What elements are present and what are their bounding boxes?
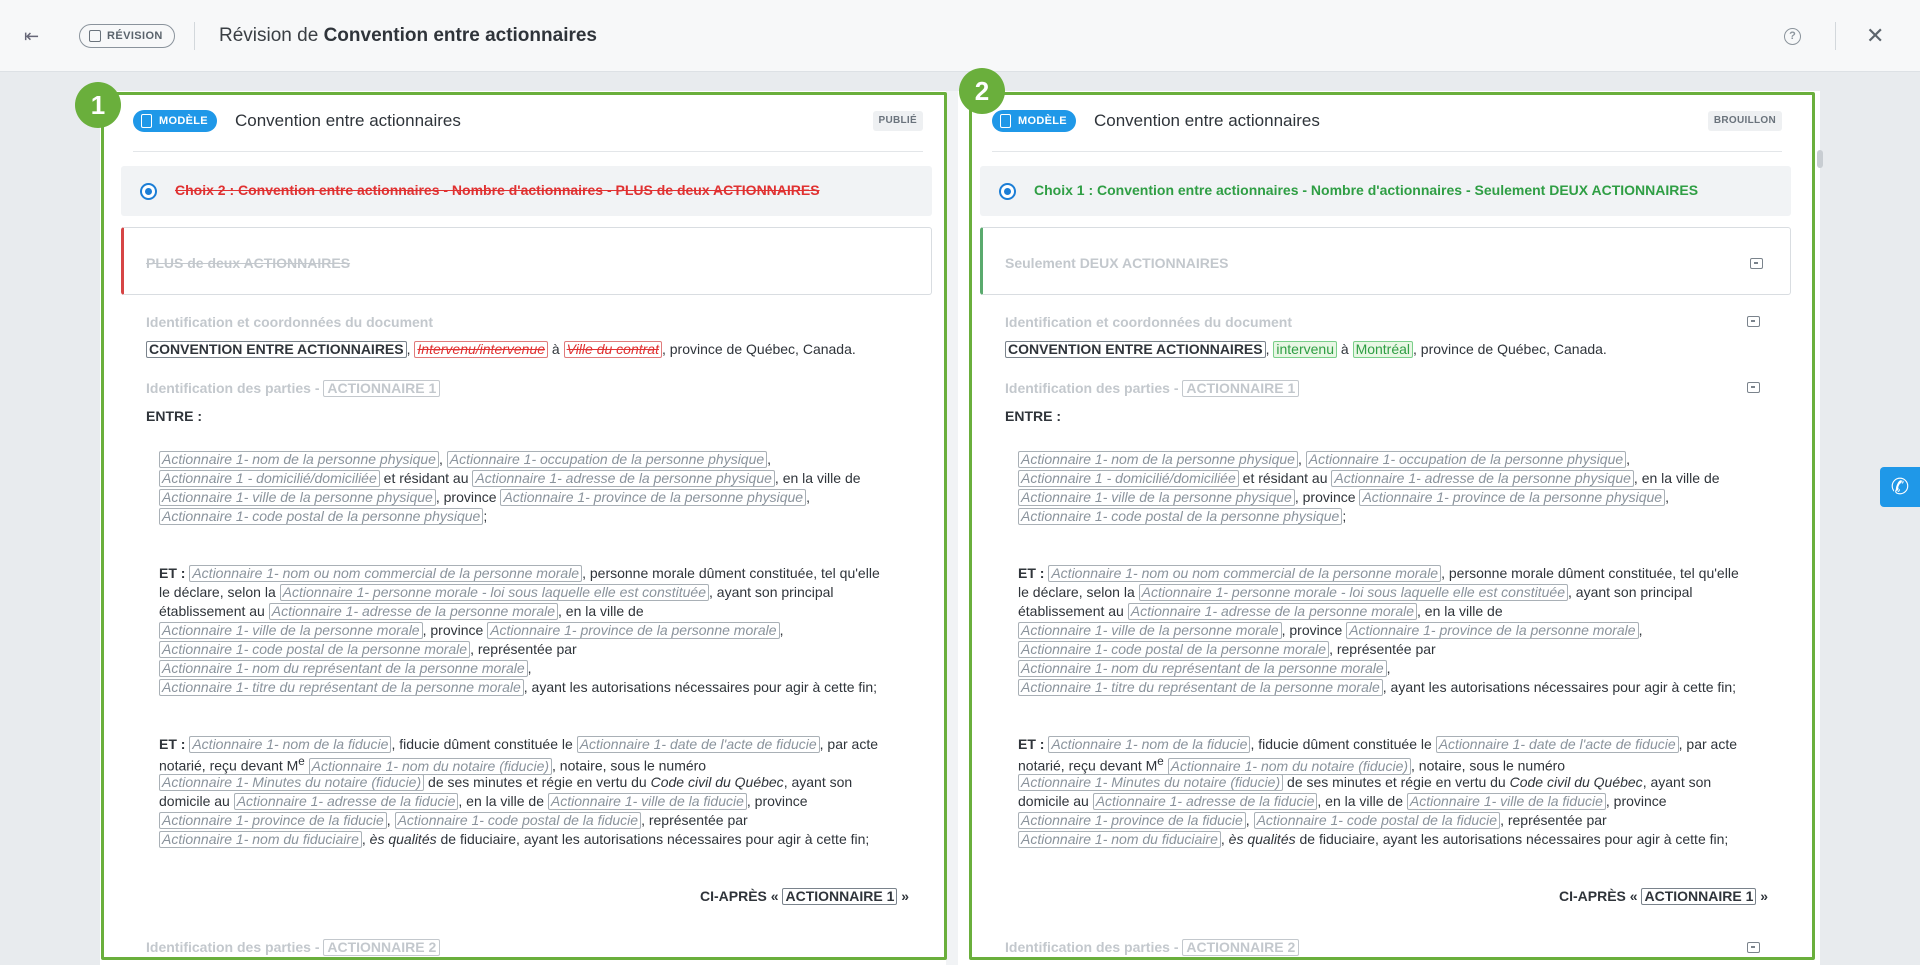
party-tag: ACTIONNAIRE 1 [323, 380, 440, 397]
field[interactable]: Actionnaire 1- adresse de la personne morale [1128, 603, 1417, 620]
text: ET : [159, 736, 186, 752]
option-block[interactable] [121, 227, 932, 295]
text: , représentée par [1329, 641, 1436, 657]
text: le déclare, selon la [1018, 584, 1139, 600]
divider [194, 22, 195, 50]
text: , représentée par [641, 812, 748, 828]
radio-selected[interactable] [999, 183, 1016, 200]
text: , en la ville de [774, 470, 861, 486]
field[interactable]: Actionnaire 1- date de l'acte de fiducie [577, 736, 820, 753]
field[interactable]: Actionnaire 1- adresse de la personne morale [269, 603, 558, 620]
option-block[interactable] [980, 227, 1791, 295]
status-badge: BROUILLON [1708, 111, 1782, 131]
phone-icon[interactable]: ✆ [1880, 467, 1920, 507]
field[interactable]: Actionnaire 1- occupation de la personne physique [1306, 451, 1626, 468]
text: , par acte [819, 736, 878, 752]
model-tag-label: MODÈLE [159, 115, 208, 127]
field[interactable]: Actionnaire 1- nom du représentant de la personne morale [159, 660, 528, 677]
field[interactable]: Actionnaire 1- personne morale - loi sous laquelle elle est constituée [280, 584, 709, 601]
text: ET : [1018, 736, 1045, 752]
field[interactable]: Actionnaire 1- nom de la personne physique [159, 451, 439, 468]
text: ès qualités [369, 831, 437, 847]
choice-label: Choix 2 : Convention entre actionnaires - Nombre d'actionnaires - PLUS de deux ACTIONNAIRES [175, 182, 820, 198]
field[interactable]: ACTIONNAIRE 1 [1641, 888, 1756, 905]
comment-icon[interactable] [1747, 316, 1760, 327]
text: et résidant au [379, 470, 473, 486]
text: notarié, reçu devant M [1018, 757, 1158, 774]
text: établissement au [159, 603, 269, 619]
doc-line [1018, 793, 1667, 810]
section-title [1005, 939, 1299, 956]
doc-line [159, 603, 644, 620]
doc-line [1018, 470, 1720, 487]
model-tag [992, 110, 1076, 132]
text: ET : [159, 565, 186, 581]
field[interactable]: Actionnaire 1- adresse de la fiducie [1093, 793, 1318, 810]
field[interactable]: Actionnaire 1- nom de la fiducie [189, 736, 391, 753]
top-bar [0, 0, 1920, 72]
doc-line [159, 679, 877, 696]
text: , ayant son [783, 774, 853, 790]
text: , province de Québec, Canada. [661, 341, 856, 357]
text: Identification des parties - [1005, 380, 1183, 396]
field[interactable]: Actionnaire 1- ville de la personne morale [1018, 622, 1282, 639]
close-icon[interactable]: ✕ [1866, 23, 1885, 48]
ci-apres [1559, 888, 1768, 905]
field[interactable]: Actionnaire 1- code postal de la personne morale [1018, 641, 1329, 658]
section-title: Identification et coordonnées du document [146, 314, 434, 330]
text: de fiduciaire, ayant les autorisations nécessaires pour agir à cette fin; [436, 831, 870, 847]
doc-line: Actionnaire 1- ville de la personne morale , province Actionnaire 1- province de la personne morale , [159, 622, 783, 639]
text: Identification des parties - [146, 939, 324, 955]
text: CI-APRÈS « [700, 888, 783, 904]
field[interactable]: Actionnaire 1- adresse de la personne physique [472, 470, 775, 487]
comment-icon[interactable] [1747, 382, 1760, 393]
option-title: PLUS de deux ACTIONNAIRES [146, 255, 351, 271]
text: , province [746, 793, 808, 809]
doc-line [1018, 679, 1736, 696]
text: , ayant son principal [709, 584, 834, 600]
field[interactable]: Actionnaire 1- titre du représentant de la personne morale [159, 679, 524, 696]
text: , en la ville de [558, 603, 644, 619]
text: , en la ville de [1317, 793, 1407, 809]
title-prefix: Révision de [219, 25, 324, 46]
text: , ayant son principal [1568, 584, 1693, 600]
text: , province [422, 622, 488, 638]
section-title: Identification et coordonnées du document [1005, 314, 1293, 330]
status-badge: PUBLIÉ [873, 111, 923, 131]
field[interactable]: Actionnaire 1- titre du représentant de la personne morale [1018, 679, 1383, 696]
entre-label: ENTRE : [146, 408, 202, 424]
field[interactable]: Actionnaire 1- province de la fiducie [159, 812, 387, 829]
text: , province [1605, 793, 1667, 809]
doc-line: Actionnaire 1- nom du représentant de la personne morale , [1018, 660, 1391, 677]
step-marker: 2 [959, 68, 1005, 114]
doc-line: Actionnaire 1- code postal de la personne physique ; [1018, 508, 1346, 525]
doc-line: Actionnaire 1- nom de la personne physique , Actionnaire 1- occupation de la personne physique , [159, 451, 771, 468]
field[interactable]: Montréal [1353, 341, 1413, 358]
field[interactable]: Actionnaire 1- province de la fiducie [1018, 812, 1246, 829]
text: et résidant au [1238, 470, 1332, 486]
doc-line [1018, 641, 1436, 658]
pane-title: Convention entre actionnaires [235, 111, 461, 130]
doc-line [159, 736, 878, 753]
scrollbar-thumb[interactable] [1817, 150, 1823, 168]
doc-line [1018, 774, 1711, 791]
text: , en la ville de [1417, 603, 1503, 619]
doc-line [1018, 603, 1503, 620]
text: , représentée par [470, 641, 577, 657]
document-icon [1000, 114, 1011, 128]
field[interactable]: ACTIONNAIRE 1 [782, 888, 897, 905]
option-title: Seulement DEUX ACTIONNAIRES [1005, 255, 1229, 271]
doc-line: Actionnaire 1- nom du représentant de la personne morale , [159, 660, 532, 677]
doc-line [1018, 736, 1737, 753]
field[interactable]: Actionnaire 1- Minutes du notaire (fiducie) [159, 774, 424, 791]
text: de fiduciaire, ayant les autorisations nécessaires pour agir à cette fin; [1295, 831, 1729, 847]
doc-line [1018, 565, 1739, 582]
field[interactable]: CONVENTION ENTRE ACTIONNAIRES [146, 341, 407, 358]
text: à [1340, 341, 1349, 357]
doc-line [1018, 584, 1693, 601]
page-title [219, 25, 597, 47]
party-tag: ACTIONNAIRE 2 [323, 939, 440, 956]
field[interactable]: Actionnaire 1- code postal de la personne morale [159, 641, 470, 658]
field[interactable]: Actionnaire 1- nom du fiduciaire [159, 831, 362, 848]
text: Identification des parties - [1005, 939, 1183, 955]
party-tag: ACTIONNAIRE 1 [1182, 380, 1299, 397]
field[interactable]: Actionnaire 1- code postal de la fiducie [1254, 812, 1500, 829]
text: ès qualités [1228, 831, 1296, 847]
doc-line: Actionnaire 1- province de la fiducie , Actionnaire 1- code postal de la fiducie , représentée par [159, 812, 748, 829]
doc-line: Actionnaire 1- province de la fiducie , Actionnaire 1- code postal de la fiducie , représentée par [1018, 812, 1607, 829]
doc-line [159, 755, 706, 775]
text: » [897, 888, 910, 904]
field[interactable]: Actionnaire 1- nom de la fiducie [1048, 736, 1250, 753]
choice-option[interactable] [980, 166, 1791, 216]
field[interactable]: Actionnaire 1- personne morale - loi sous laquelle elle est constituée [1139, 584, 1568, 601]
field[interactable]: Actionnaire 1- code postal de la personne physique [1018, 508, 1342, 525]
text: , ayant son [1642, 774, 1712, 790]
field[interactable]: Actionnaire 1- ville de la fiducie [1407, 793, 1606, 810]
revision-badge-label: RÉVISION [107, 30, 163, 42]
doc-line: Actionnaire 1- nom du fiduciaire , ès qualités de fiduciaire, ayant les autorisations nécessaires pour agir à cette fin; [1018, 831, 1728, 848]
field[interactable]: Actionnaire 1 - domicilié/domiciliée [1018, 470, 1239, 487]
field[interactable]: Actionnaire 1- nom du notaire (fiducie) [1168, 758, 1411, 775]
text: le déclare, selon la [159, 584, 280, 600]
field[interactable]: Actionnaire 1- province de la personne physique [500, 489, 806, 506]
doc-line: Actionnaire 1- ville de la personne physique , province Actionnaire 1- province de la personne physique , [1018, 489, 1669, 506]
doc-line: Actionnaire 1- nom du fiduciaire , ès qualités de fiduciaire, ayant les autorisations nécessaires pour agir à cette fin; [159, 831, 869, 848]
field[interactable]: Actionnaire 1- ville de la personne physique [1018, 489, 1295, 506]
text: ET : [1018, 565, 1045, 581]
text: , province [1281, 622, 1347, 638]
revision-badge [79, 24, 175, 48]
model-tag-label: MODÈLE [1018, 115, 1067, 127]
field[interactable]: Actionnaire 1- nom du fiduciaire [1018, 831, 1221, 848]
model-tag [133, 110, 217, 132]
field[interactable]: Actionnaire 1- occupation de la personne physique [447, 451, 767, 468]
text: , par acte [1678, 736, 1737, 752]
divider [1835, 22, 1836, 50]
doc-line: Actionnaire 1- ville de la personne morale , province Actionnaire 1- province de la personne morale , [1018, 622, 1642, 639]
text: , représentée par [1500, 812, 1607, 828]
text: Identification des parties - [146, 380, 324, 396]
doc-line: Actionnaire 1- nom de la personne physique , Actionnaire 1- occupation de la personne physique , [1018, 451, 1630, 468]
text: Code civil du Québec [1509, 774, 1643, 790]
document-icon [141, 114, 152, 128]
text: , province [1294, 489, 1360, 505]
collapse-panel-icon[interactable]: ⇤ [24, 26, 40, 46]
text: Code civil du Québec [650, 774, 784, 790]
text: de ses minutes et régie en vertu du [1283, 774, 1510, 790]
doc-line [159, 774, 852, 791]
pane-gutter [946, 91, 958, 965]
field[interactable]: Actionnaire 1- date de l'acte de fiducie [1436, 736, 1679, 753]
text: notarié, reçu devant M [159, 757, 299, 774]
step-marker: 1 [75, 82, 121, 128]
field[interactable]: Ville du contrat [564, 341, 662, 358]
text: , province de Québec, Canada. [1413, 341, 1607, 357]
text: , en la ville de [1633, 470, 1720, 486]
doc-line: Actionnaire 1- ville de la personne physique , province Actionnaire 1- province de la personne physique , [159, 489, 810, 506]
text: établissement au [1018, 603, 1128, 619]
field[interactable]: Actionnaire 1- province de la personne morale [487, 622, 779, 639]
choice-label: Choix 1 : Convention entre actionnaires - Nombre d'actionnaires - Seulement DEUX ACTIONNAIRES [1034, 182, 1699, 198]
text: , notaire, sous le numéro [1411, 757, 1566, 774]
entre-label: ENTRE : [1005, 408, 1061, 424]
section-title [146, 939, 440, 956]
text: , province [435, 489, 501, 505]
doc-line: CONVENTION ENTRE ACTIONNAIRES , Intervenu/intervenue à Ville du contrat , province de Québec, Canada. [146, 341, 856, 358]
radio-selected[interactable] [140, 183, 157, 200]
text: domicile au [1018, 793, 1093, 809]
field[interactable]: Actionnaire 1- province de la personne morale [1346, 622, 1638, 639]
field[interactable]: Actionnaire 1 - domicilié/domiciliée [159, 470, 380, 487]
field[interactable]: Actionnaire 1- Minutes du notaire (fiducie) [1018, 774, 1283, 791]
field[interactable]: Actionnaire 1- province de la personne physique [1359, 489, 1665, 506]
field[interactable]: Actionnaire 1- ville de la fiducie [548, 793, 747, 810]
pane-header [133, 91, 923, 152]
comment-icon[interactable] [1750, 258, 1763, 269]
text: , fiducie dûment constituée le [1250, 736, 1436, 752]
text: domicile au [159, 793, 234, 809]
field[interactable]: Actionnaire 1- nom ou nom commercial de la personne morale [1048, 565, 1441, 582]
field[interactable]: Actionnaire 1- nom de la personne physique [1018, 451, 1298, 468]
doc-line: Actionnaire 1- code postal de la personne physique ; [159, 508, 487, 525]
text: à [551, 341, 560, 357]
doc-line: CONVENTION ENTRE ACTIONNAIRES , intervenu à Montréal , province de Québec, Canada. [1005, 341, 1607, 358]
text: , personne morale dûment constituée, tel qu'elle [582, 565, 880, 581]
field[interactable]: CONVENTION ENTRE ACTIONNAIRES [1005, 341, 1266, 358]
party-tag: ACTIONNAIRE 2 [1182, 939, 1299, 956]
text: , personne morale dûment constituée, tel qu'elle [1441, 565, 1739, 581]
field[interactable]: Actionnaire 1- nom ou nom commercial de la personne morale [189, 565, 582, 582]
text: e [298, 755, 305, 768]
field[interactable]: Actionnaire 1- nom du notaire (fiducie) [309, 758, 552, 775]
field[interactable]: intervenu [1273, 341, 1337, 358]
choice-option[interactable] [121, 166, 932, 216]
revision-icon [89, 30, 101, 42]
text: CI-APRÈS « [1559, 888, 1642, 904]
doc-line [159, 584, 834, 601]
doc-line [159, 641, 577, 658]
text: , ayant les autorisations nécessaires pour agir à cette fin; [523, 679, 878, 695]
field[interactable]: Actionnaire 1- code postal de la personne physique [159, 508, 483, 525]
doc-line [159, 470, 861, 487]
field[interactable]: Actionnaire 1- code postal de la fiducie [395, 812, 641, 829]
field[interactable]: Actionnaire 1- adresse de la fiducie [234, 793, 459, 810]
field[interactable]: Actionnaire 1- adresse de la personne physique [1331, 470, 1634, 487]
text: , fiducie dûment constituée le [391, 736, 577, 752]
doc-line [159, 565, 880, 582]
text: de ses minutes et régie en vertu du [424, 774, 651, 790]
text: , en la ville de [458, 793, 548, 809]
doc-line [159, 793, 808, 810]
title-document: Convention entre actionnaires [323, 25, 598, 46]
section-title [146, 380, 440, 397]
help-icon[interactable]: ? [1784, 28, 1801, 45]
text: , ayant les autorisations nécessaires pour agir à cette fin; [1382, 679, 1737, 695]
pane-header [992, 91, 1782, 152]
section-title [1005, 380, 1299, 397]
doc-line [1018, 755, 1565, 775]
field[interactable]: Intervenu/intervenue [414, 341, 548, 358]
pane-title: Convention entre actionnaires [1094, 111, 1320, 130]
field[interactable]: Actionnaire 1- nom du représentant de la personne morale [1018, 660, 1387, 677]
text: » [1756, 888, 1769, 904]
text: e [1157, 755, 1164, 768]
field[interactable]: Actionnaire 1- ville de la personne morale [159, 622, 423, 639]
ci-apres [700, 888, 909, 905]
field[interactable]: Actionnaire 1- ville de la personne physique [159, 489, 436, 506]
text: , notaire, sous le numéro [552, 757, 707, 774]
comment-icon[interactable] [1747, 942, 1760, 953]
